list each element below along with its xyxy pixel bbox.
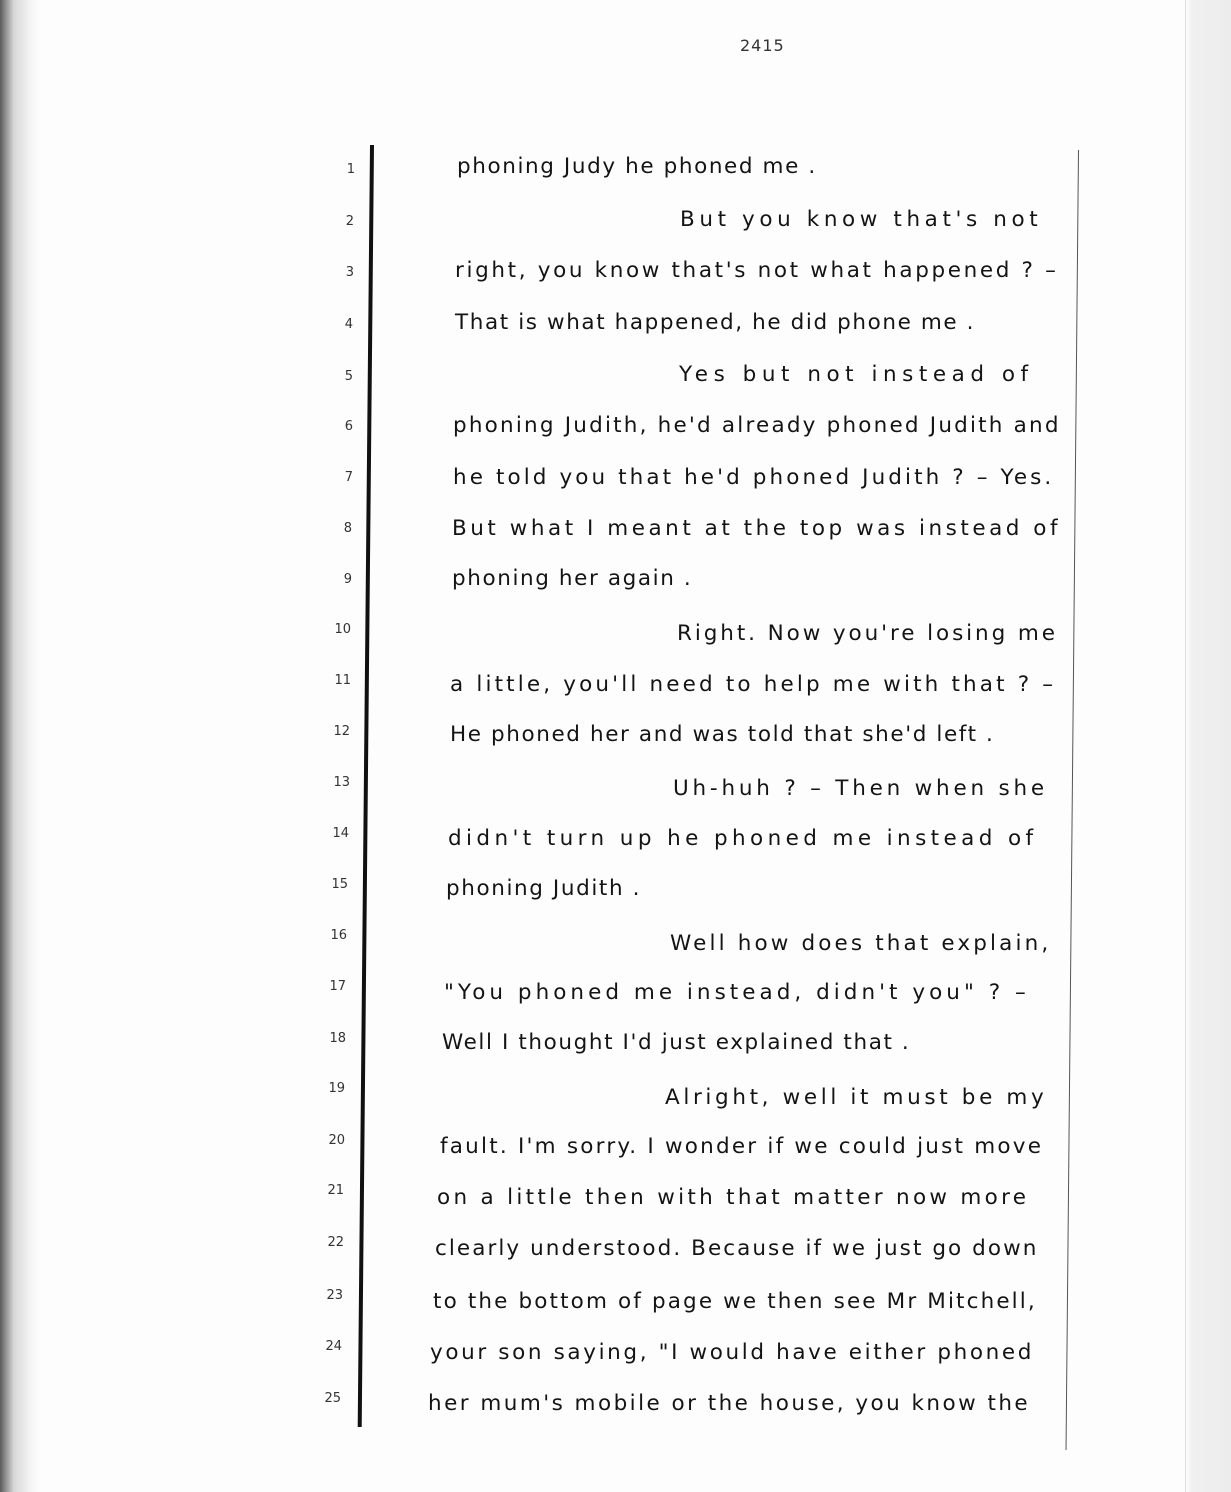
page-number: 2415 xyxy=(740,36,785,55)
line-number: 16 xyxy=(330,928,347,943)
line-number: 18 xyxy=(329,1031,346,1046)
transcript-line-text: to the bottom of page we then see Mr Mitchell, xyxy=(433,1289,1037,1314)
line-number: 4 xyxy=(344,317,353,332)
transcript-line-text: her mum's mobile or the house, you know the xyxy=(428,1391,1031,1416)
transcript-line-text: he told you that he'd phoned Judith ? – Yes. xyxy=(453,465,1055,490)
transcript-line-text: phoning her again . xyxy=(452,566,693,591)
line-number: 20 xyxy=(328,1133,345,1148)
line-number: 21 xyxy=(327,1183,344,1198)
scan-left-edge-shadow xyxy=(0,0,40,1492)
line-number: 13 xyxy=(333,775,350,790)
line-number: 8 xyxy=(343,521,352,536)
left-margin-rule xyxy=(358,145,374,1427)
line-number: 3 xyxy=(345,265,354,280)
transcript-line-text: phoning Judith . xyxy=(446,876,642,901)
transcript-line-text: right, you know that's not what happened ? – xyxy=(455,258,1059,283)
transcript-line-text: a little, you'll need to help me with that ? – xyxy=(450,672,1057,697)
transcript-line-text: Well how does that explain, xyxy=(670,931,1052,956)
line-number: 24 xyxy=(325,1339,342,1354)
line-number: 11 xyxy=(334,673,351,688)
transcript-line-text: phoning Judy he phoned me . xyxy=(457,154,817,179)
transcript-line-text: But what I meant at the top was instead of xyxy=(452,516,1062,541)
transcript-line-text: "You phoned me instead, didn't you" ? – xyxy=(444,980,1030,1005)
line-number: 1 xyxy=(346,162,355,177)
line-number: 22 xyxy=(327,1235,344,1250)
transcript-line-text: But you know that's not xyxy=(680,207,1043,232)
transcript-line-text: clearly understood. Because if we just go down xyxy=(435,1236,1039,1261)
line-number: 15 xyxy=(331,877,348,892)
line-number: 10 xyxy=(334,622,351,637)
line-number: 6 xyxy=(344,419,353,434)
transcript-line-text: your son saying, "I would have either phoned xyxy=(430,1340,1034,1365)
transcript-line-text: That is what happened, he did phone me . xyxy=(455,310,976,335)
line-number: 7 xyxy=(344,470,353,485)
line-number: 17 xyxy=(329,979,346,994)
line-number: 23 xyxy=(326,1288,343,1303)
scan-right-edge xyxy=(1185,0,1231,1492)
transcript-line-text: phoning Judith, he'd already phoned Judith and xyxy=(453,413,1061,438)
transcript-line-text: didn't turn up he phoned me instead of xyxy=(448,826,1038,851)
line-number: 2 xyxy=(345,214,354,229)
transcript-line-text: Right. Now you're losing me xyxy=(677,621,1058,646)
transcript-line-text: Yes but not instead of xyxy=(679,362,1034,387)
line-number: 5 xyxy=(344,369,353,384)
transcript-line-text: He phoned her and was told that she'd left . xyxy=(450,722,995,747)
transcript-line-text: Uh-huh ? – Then when she xyxy=(673,776,1048,801)
line-number: 12 xyxy=(333,724,350,739)
right-margin-rule xyxy=(1066,150,1079,1450)
transcript-line-text: fault. I'm sorry. I wonder if we could just move xyxy=(440,1134,1044,1159)
line-number: 9 xyxy=(343,572,352,587)
line-number: 25 xyxy=(324,1391,341,1406)
transcript-line-text: Alright, well it must be my xyxy=(665,1085,1048,1110)
transcript-line-text: Well I thought I'd just explained that . xyxy=(442,1030,911,1055)
line-number: 14 xyxy=(332,826,349,841)
transcript-line-text: on a little then with that matter now more xyxy=(437,1185,1030,1210)
line-number: 19 xyxy=(328,1081,345,1096)
